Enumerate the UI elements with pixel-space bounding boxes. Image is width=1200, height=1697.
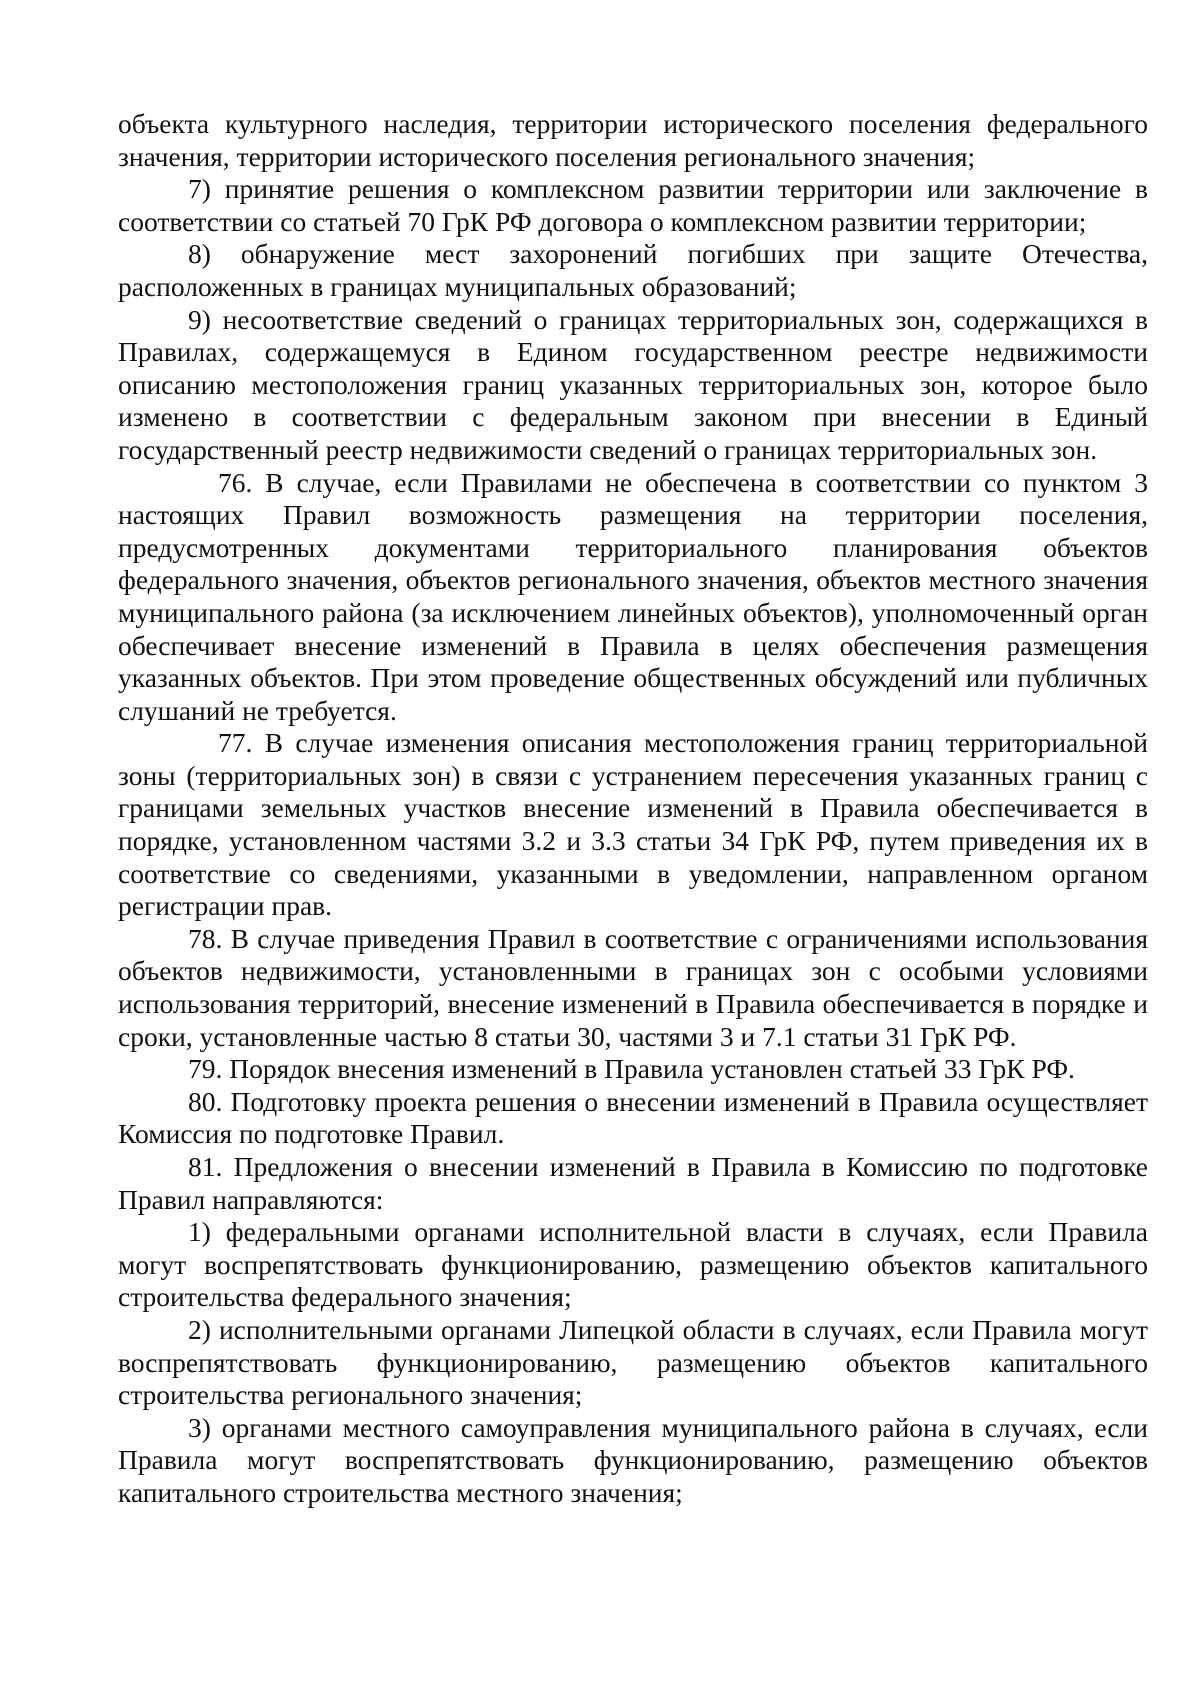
paragraph-item-7: 7) принятие решения о комплексном развитии территории или заключение в соответствии со статьей 70 ГрК РФ договора о комплексном развитии территории; xyxy=(118,173,1148,237)
paragraph-81: 81. Предложения о внесении изменений в Правила в Комиссию по подготовке Правил направляются: xyxy=(118,1151,1148,1215)
paragraph-81-item-1: 1) федеральными органами исполнительной власти в случаях, если Правила могут воспрепятствовать функционированию, размещению объектов капитального строительства федерального значения; xyxy=(118,1216,1148,1313)
paragraph-item-8: 8) обнаружение мест захоронений погибших при защите Отечества, расположенных в границах муниципальных образований; xyxy=(118,238,1148,302)
paragraph-77: 77. В случае изменения описания местоположения границ территориальной зоны (территориальных зон) в связи с устранением пересечения указанных границ с границами земельных участков внесение изменений в Правила обеспечивается в порядке, установленном частями 3.2 и 3.3 статьи 34 ГрК РФ, путем приведения их в соответствие со сведениями, указанными в уведомлении, направленном органом регистрации прав. xyxy=(118,727,1148,922)
paragraph-continuation: объекта культурного наследия, территории исторического поселения федерального значения, территории исторического поселения регионального значения; xyxy=(118,108,1148,172)
paragraph-79: 79. Порядок внесения изменений в Правила установлен статьей 33 ГрК РФ. xyxy=(188,1053,1075,1085)
paragraph-80: 80. Подготовку проекта решения о внесении изменений в Правила осуществляет Комиссия по подготовке Правил. xyxy=(118,1085,1148,1150)
paragraph-81-item-3: 3) органами местного самоуправления муниципального района в случаях, если Правила могут воспрепятствовать функционированию, размещению объектов капитального строительства местного значения; xyxy=(118,1411,1148,1508)
paragraph-item-9: 9) несоответствие сведений о границах территориальных зон, содержащихся в Правилах, содержащемуся в Едином государственном реестре недвижимости описанию местоположения границ указанных территориальных зон, которое было изменено в соответствии с федеральным законом при внесении в Единый государственный реестр недвижимости сведений о границах территориальных зон. xyxy=(118,303,1148,465)
paragraph-81-item-2: 2) исполнительными органами Липецкой области в случаях, если Правила могут воспрепятствовать функционированию, размещению объектов капитального строительства регионального значения; xyxy=(118,1313,1148,1411)
paragraph-78: 78. В случае приведения Правил в соответствие с ограничениями использования объектов недвижимости, установленными в границах зон с особыми условиями использования территорий, внесение изменений в Правила обеспечивается в порядке и сроки, установленные частью 8 статьи 30, частями 3 и 7.1 статьи 31 ГрК РФ. xyxy=(118,922,1148,1052)
document-page xyxy=(118,108,1148,1510)
paragraph-76: 76. В случае, если Правилами не обеспечена в соответствии со пунктом 3 настоящих Правил возможность размещения на территории поселения, предусмотренных документами территориального планирования объектов федерального значения, объектов регионального значения, объектов местного значения муниципального района (за исключением линейных объектов), уполномоченный орган обеспечивает внесение изменений в Правила в целях обеспечения размещения указанных объектов. При этом проведение общественных обсуждений или публичных слушаний не требуется. xyxy=(118,466,1148,726)
